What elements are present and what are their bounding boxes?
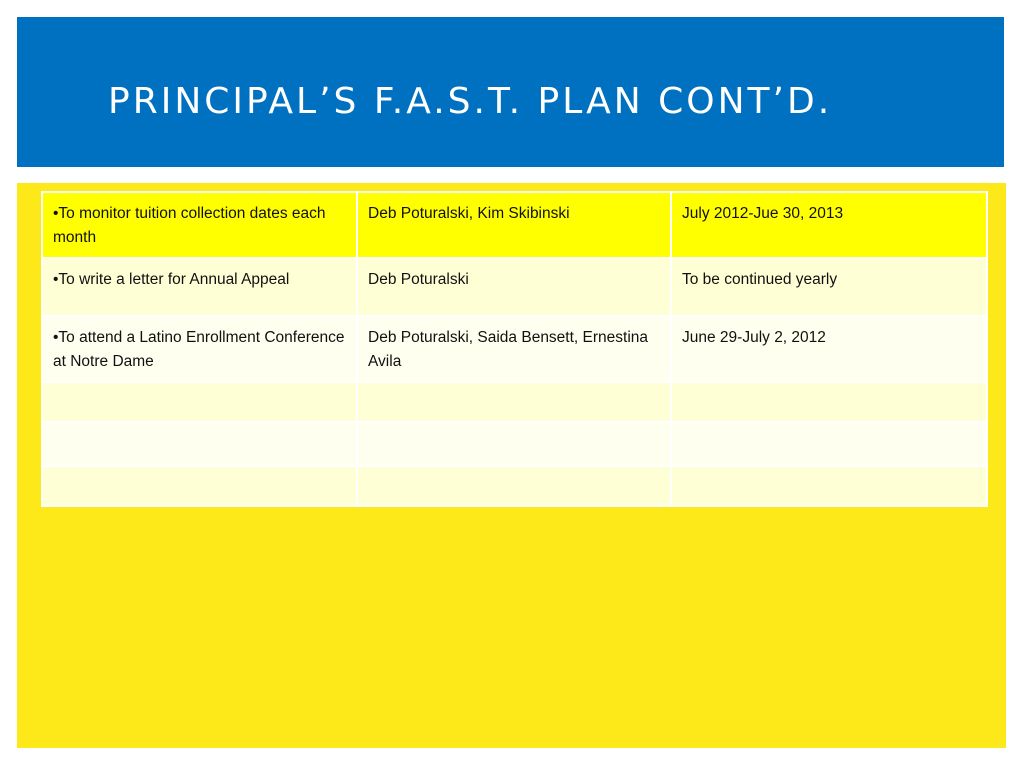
- table-cell-person: [357, 466, 671, 506]
- table-row: [42, 258, 987, 316]
- plan-table: [41, 191, 988, 507]
- table-cell-person: Deb Poturalski, Saida Bensett, Ernestina Avila: [357, 316, 671, 382]
- table-cell-goal: •To attend a Latino Enrollment Conference at Notre Dame: [42, 316, 357, 382]
- table-cell-goal: •To write a letter for Annual Appeal: [42, 258, 357, 316]
- table-cell-date: [671, 422, 987, 466]
- table-row: [42, 382, 987, 422]
- table-cell-goal: [42, 466, 357, 506]
- table-cell-goal: [42, 422, 357, 466]
- table-cell-date: To be continued yearly: [671, 258, 987, 316]
- table-cell-goal: [42, 382, 357, 422]
- table-cell-person: Deb Poturalski, Kim Skibinski: [357, 192, 671, 258]
- table-cell-person: [357, 382, 671, 422]
- table-row: [42, 422, 987, 466]
- table-cell-goal: •To monitor tuition collection dates each month: [42, 192, 357, 258]
- table-cell-date: July 2012-Jue 30, 2013: [671, 192, 987, 258]
- table-cell-person: Deb Poturalski: [357, 258, 671, 316]
- table-row: [42, 316, 987, 382]
- table-row: [42, 192, 987, 258]
- table-cell-date: June 29-July 2, 2012: [671, 316, 987, 382]
- table-cell-person: [357, 422, 671, 466]
- slide-title: PRINCIPAL’S F.A.S.T. PLAN CONT’D.: [108, 81, 833, 122]
- table-cell-date: [671, 466, 987, 506]
- table-cell-date: [671, 382, 987, 422]
- table-row: [42, 466, 987, 506]
